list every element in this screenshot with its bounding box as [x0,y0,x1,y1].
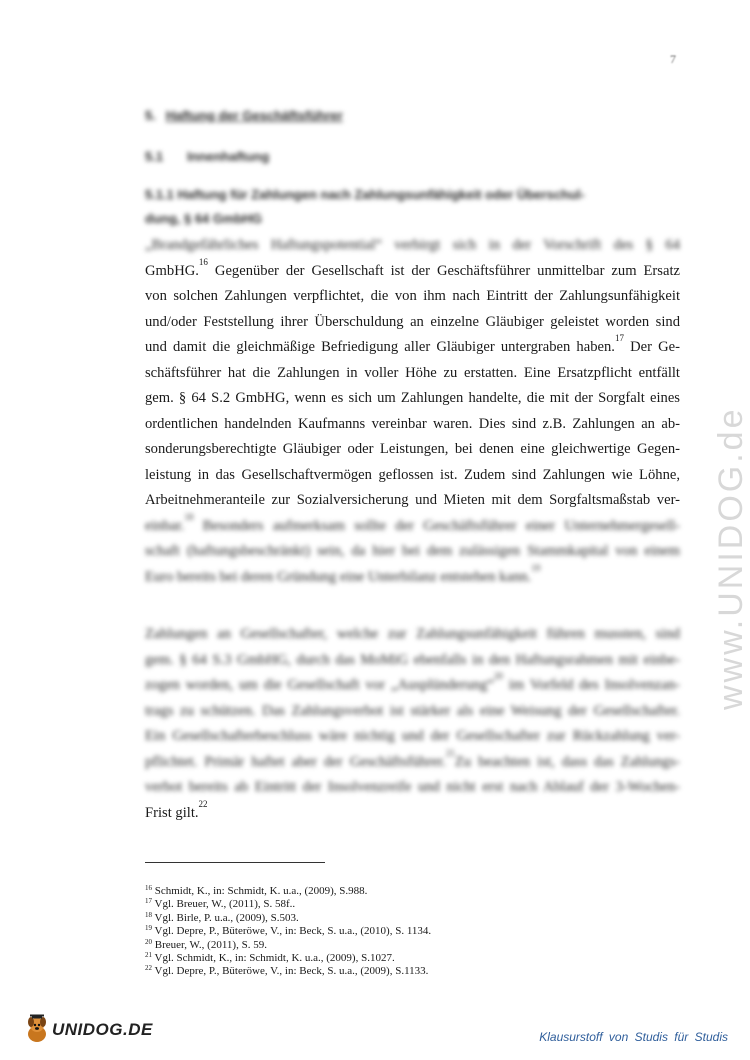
line-text: und damit die gleichmäßige Befriedigung aller Gläubiger untergraben haben. [145,339,615,355]
footnote-text: Vgl. Schmidt, K., in: Schmidt, K. u.a., (2009), S.1027. [152,952,395,965]
line-text: Besonders aufmerksam sollte der Geschäftsführer einer Unternehmergesell- [193,517,680,534]
footnote-22 [145,965,665,978]
paragraph-line: Zahlungen an Gesellschafter, welche zur Zahlungsunfähigkeit führen mussten, sind [145,626,680,642]
watermark: www.UNIDOG.de [712,406,750,710]
paragraph-line: gem. § 64 S.2 GmbHG, wenn es sich um Zahlungen handelte, die mit der Sorgfalt eines [145,390,680,406]
footnote-ref[interactable]: 22 [198,798,208,809]
footnote-number: 16 [145,884,152,892]
heading-3 [145,181,680,232]
paragraph-line: ordentlichen handelnden Kaufmanns vereinbar waren. Dies sind z.B. Zahlungen an ab- [145,415,680,432]
footnote-ref[interactable]: 20 [493,671,503,681]
footnote-text: Schmidt, K., in: Schmidt, K. u.a., (2009), S.988. [152,885,368,897]
paragraph-line: schäftsführer hat die Zahlungen in voller Höhe zu erstatten. Eine Ersatzpflicht entfällt [145,364,680,381]
dog-icon [24,1014,50,1044]
footnote-ref[interactable]: 19 [531,562,541,573]
line-text: pflichtet. Primär haftet aber der Geschäftsführer. [145,753,446,770]
heading-3-line-1: 5.1.1 Haftung für Zahlungen nach Zahlungsunfähigkeit oder Überschul- [145,187,585,202]
heading-2-text: Innenhaftung [187,149,270,164]
line-text: Zu beachten ist, dass das Zahlungs- [454,753,680,770]
footnote-ref[interactable]: 17 [614,333,624,343]
paragraph-line [145,562,680,591]
paragraph-line [145,335,680,361]
line-text: Der Ge- [623,339,680,355]
footnote-ref[interactable]: 16 [198,256,208,267]
line-text: Frist gilt. [145,804,199,821]
footnote-16 [145,885,665,898]
paragraph-line: trags zu schützen. Das Zahlungsverbot ist stärker als eine Weisung der Gesellschafter. [145,702,680,719]
footnote-number: 22 [145,964,152,973]
page-number: 7 [670,52,676,66]
footnote-text: Breuer, W., (2011), S. 59. [152,938,267,951]
paragraph-line [145,747,680,776]
paragraph-line [145,798,680,827]
footer-slogan: Klausurstoff von Studis für Studis [539,1030,728,1044]
paragraph-line: Ein Gesellschafterbeschluss wäre nichtig und der Gesellschafter zur Rückzahlung ver- [145,728,680,744]
footnote-19 [145,925,665,938]
footnote-21 [145,952,665,965]
footnote-number: 20 [145,937,152,946]
footnote-ref[interactable]: 21 [445,747,455,758]
footnote-text: Vgl. Breuer, W., (2011), S. 58f.. [152,898,296,911]
footnote-number: 17 [145,897,152,906]
paragraph-line: von solchen Zahlungen verpflichtet, die von ihm nach Eintritt der Zahlungsunfähigkeit [145,288,680,304]
footnotes [145,885,665,979]
paragraph-line [145,256,680,285]
logo-text: UNIDOG.DE [52,1020,153,1039]
footnote-ref[interactable]: 18 [184,511,194,522]
heading-1-number: 5. [145,108,156,123]
paragraph-line: sonderungsberechtigte Gläubiger oder Leistungen, bei denen eine gleichwertige Gegen- [145,441,680,457]
footnote-20 [145,939,665,952]
paragraph-2 [145,622,680,826]
line-text: zogen worden, um die Gesellschaft vor „Ausplünderung“ [145,677,494,693]
footnote-number: 18 [145,910,152,919]
footnote-number: 21 [145,951,152,960]
line-text: GmbHG. [145,262,199,279]
footnote-number: 19 [145,924,152,933]
heading-2 [145,149,269,164]
paragraph-line [145,511,680,540]
paragraph-line: schaft (haftungsbeschränkt) sein, da hier bei dem zulässigen Stammkapital von einem [145,543,680,559]
paragraph-line: „Brandgefährliches Haftungspotential“ verbirgt sich in der Vorschrift des § 64 [145,237,680,253]
paragraph-line: verbot bereits ab Eintritt der Insolvenzreife und nicht erst nach Ablauf der 3-Wochen- [145,779,680,795]
heading-3-line-2: dung, § 64 GmbHG [145,211,263,226]
footnote-text: Vgl. Depre, P., Büteröwe, V., in: Beck, S. u.a., (2010), S. 1134. [152,925,432,938]
line-text: Gegenüber der Gesellschaft ist der Geschäftsführer unmittelbar zum Ersatz [207,262,680,279]
footnote-18 [145,912,665,925]
footnote-divider [145,862,325,863]
paragraph-line: Arbeitnehmeranteile zur Sozialversicherung und Mieten mit dem Sorgfaltsmaßstab ver- [145,492,680,508]
footnote-text: Vgl. Depre, P., Büteröwe, V., in: Beck, S. u.a., (2009), S.1133. [152,965,429,978]
heading-1-text: Haftung der Geschäftsführer [165,108,343,123]
paragraph-line [145,673,680,699]
line-text: Euro bereits bei deren Gründung eine Unterbilanz entstehen kann. [145,568,532,585]
heading-2-number: 5.1 [145,149,164,164]
paragraph-line: und/oder Feststellung ihrer Überschuldung an einzelne Gläubiger geleistet worden sind [145,313,680,330]
paragraph-line: leistung in das Gesellschaftvermögen geflossen ist. Zudem sind Zahlungen wie Löhne, [145,466,680,483]
paragraph-1 [145,233,680,590]
unidog-logo[interactable] [18,1012,168,1048]
paragraph-line: gem. § 64 S.3 GmbHG, durch das MoMiG ebenfalls in den Haftungsrahmen mit einbe- [145,651,680,668]
heading-1 [145,108,343,123]
footnote-17 [145,898,665,911]
line-text: im Vorfeld des Insolvenzan- [502,677,681,693]
line-text: einbar. [145,517,185,534]
footnote-text: Vgl. Birle, P. u.a., (2009), S.503. [152,911,299,924]
